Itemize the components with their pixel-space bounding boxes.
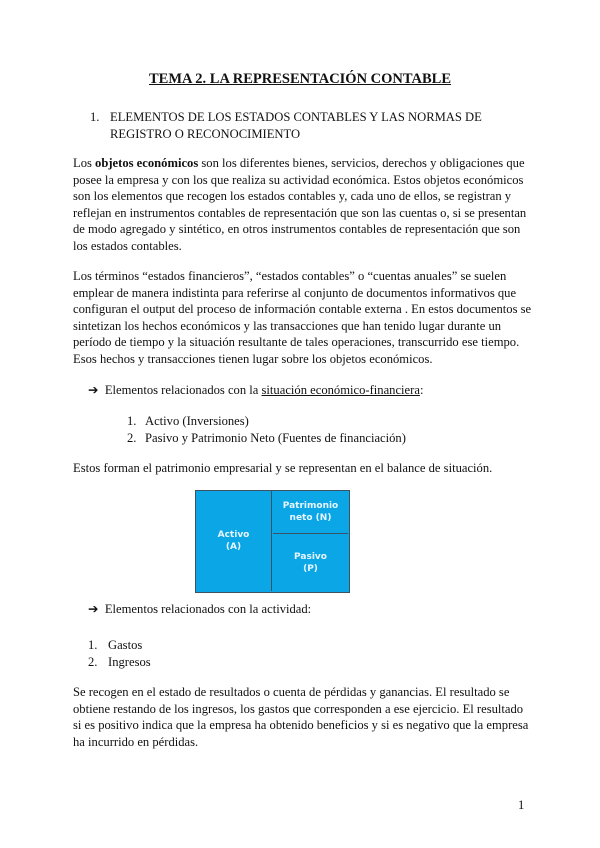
paragraph-terminos: Los términos “estados financieros”, “estados contables” o “cuentas anuales” se suelen emplear de manera indistinta para referirse al conjunto de documentos informativos que configuran el output del proceso de información contable externa . En estos documentos se sintetizan los hechos económicos y las transacciones que han tenido lugar durante un período de tiempo y la situación resultante de tales operaciones, transcurrido ese tiempo. Esos hechos y transacciones tienen lugar sobre los objetos económicos. xyxy=(73,269,532,366)
list-number: 2. xyxy=(127,431,137,445)
label: Activo xyxy=(217,530,250,540)
pasivo-cell xyxy=(273,535,348,591)
text: Elementos relacionados con la xyxy=(104,383,262,397)
label: neto (N) xyxy=(289,513,332,523)
label: (P) xyxy=(303,564,318,574)
bold-term: objetos económicos xyxy=(95,156,199,170)
patrimonio-cell xyxy=(273,491,348,534)
bullet-actividad xyxy=(88,601,548,618)
balance-diagram xyxy=(195,490,350,593)
list-item: Pasivo y Patrimonio Neto (Fuentes de financiación) xyxy=(145,431,406,445)
list-item: Gastos xyxy=(108,638,143,652)
label: (A) xyxy=(225,542,242,552)
arrow-bullet-icon: ➔ xyxy=(88,383,99,397)
arrow-bullet-icon: ➔ xyxy=(88,602,99,616)
page-number: 1 xyxy=(518,798,525,812)
text: Los xyxy=(73,156,96,170)
paragraph-resultados: Se recogen en el estado de resultados o cuenta de pérdidas y ganancias. El resultado se obtiene restando de los ingresos, los gastos que corresponden a ese ejercicio. El resultado si es positivo indica que la empresa ha obtenido beneficios y si es negativo que la empresa ha incurrido en pérdidas. xyxy=(73,685,529,749)
label: Patrimonio xyxy=(282,501,339,511)
text: Elementos relacionados con la actividad: xyxy=(104,602,312,616)
page-title: TEMA 2. LA REPRESENTACIÓN CONTABLE xyxy=(148,71,451,87)
text: : xyxy=(419,383,424,397)
section-number: 1. xyxy=(90,110,100,124)
list-item: Ingresos xyxy=(108,655,151,669)
section-heading-line2: REGISTRO O RECONOCIMIENTO xyxy=(110,126,301,141)
underlined-term: situación económico-financiera xyxy=(261,383,420,397)
paragraph-patrimonio: Estos forman el patrimonio empresarial y se representan en el balance de situación. xyxy=(73,461,493,475)
list-item: Activo (Inversiones) xyxy=(145,414,249,428)
list-number: 1. xyxy=(127,414,137,428)
activo-cell xyxy=(196,491,272,591)
section-heading-line1: ELEMENTOS DE LOS ESTADOS CONTABLES Y LAS NORMAS DE xyxy=(110,110,482,124)
paragraph-objetos xyxy=(73,155,533,254)
text: son los diferentes bienes, servicios, derechos y obligaciones que posee la empresa y con los que realiza su actividad económica. Estos objetos económicos son los elementos que recogen los estados contables y, cada uno de ellos, se registran y reflejan en instrumentos contables de representación que son las cuentas o, si se presentan de modo agregado y sintético, en otros instrumentos contables de representación que son los estados contables. xyxy=(73,156,527,253)
list-number: 1. xyxy=(88,638,98,652)
bullet-situacion xyxy=(88,382,548,399)
list-number: 2. xyxy=(88,655,98,669)
label: Pasivo xyxy=(294,552,327,562)
